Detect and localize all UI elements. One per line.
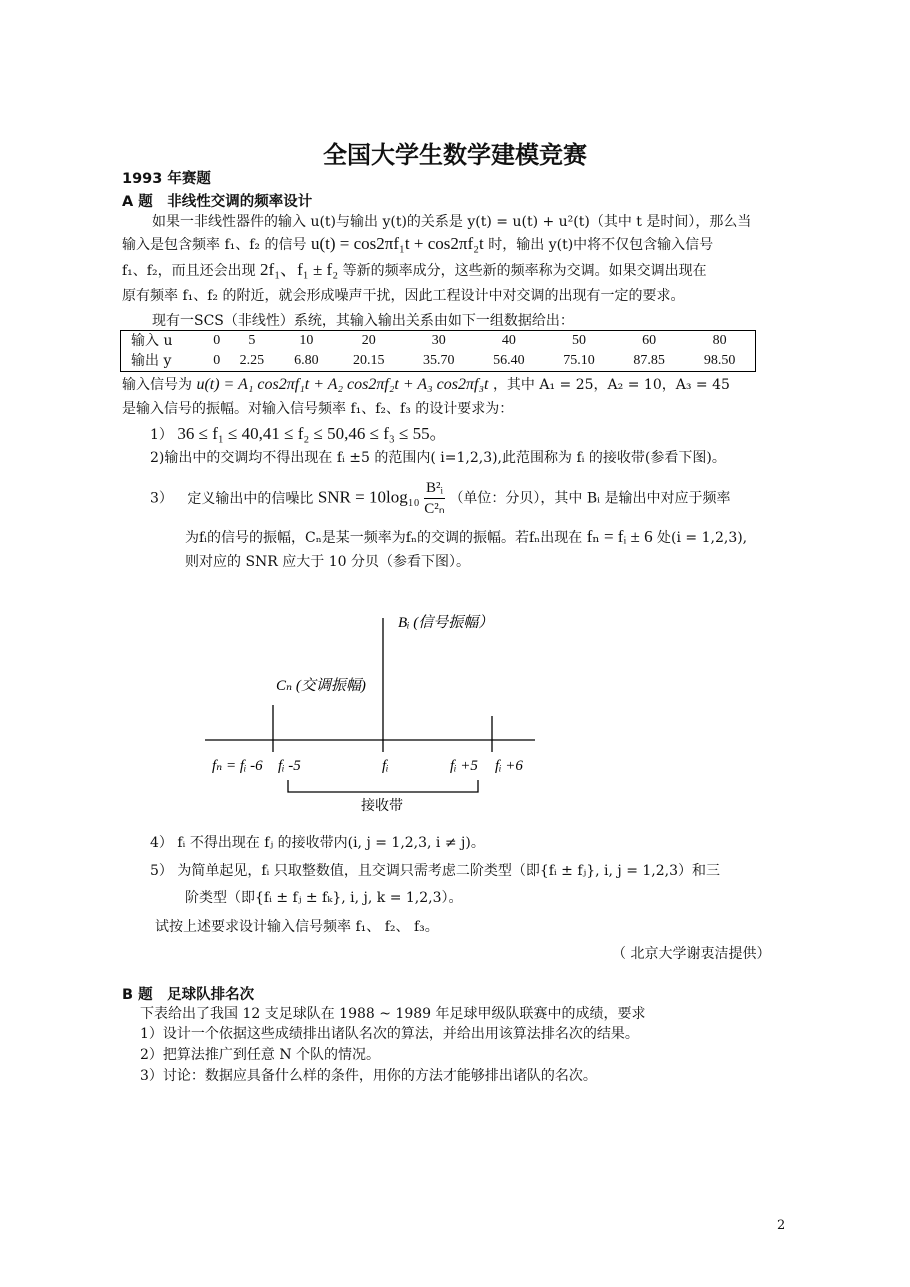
table-cell: 80 [712, 333, 727, 348]
x-label-fi-minus5: fᵢ -5 [278, 758, 301, 774]
table-cell: 75.10 [563, 353, 595, 368]
requirement-4: 4） fᵢ 不得出现在 fⱼ 的接收带内(i, j = 1,2,3, i ≠ j)。 [150, 835, 485, 851]
requirement-3-line2: 为fᵢ的信号的振幅，Cₙ是某一频率为fₙ的交调的振幅。若fₙ出现在 fₙ = fᵢ ± 6 处(i = 1,2,3), [185, 527, 748, 546]
table-cell: 20.15 [352, 353, 385, 368]
x-label-fi: fᵢ [382, 758, 389, 774]
x-label-fn: fₙ = fᵢ -6 [212, 758, 263, 774]
intermod-amplitude-label: Cₙ (交调振幅) [276, 678, 366, 694]
table-cell: 0 [213, 333, 221, 348]
requirement-1: 1） 36 ≤ f₁ ≤ 40,41 ≤ f₂ ≤ 50,46 ≤ f₃ ≤ 55。 [150, 424, 447, 443]
problem-b-item-1: 1）设计一个依据这些成绩排出诸队名次的算法，并给出用该算法排名次的结果。 [140, 1026, 639, 1042]
table-cell: 87.85 [633, 353, 665, 368]
requirement-5-line2: 阶类型（即{fᵢ ± fⱼ ± fₖ}, i, j, k = 1,2,3）。 [185, 890, 463, 906]
receive-band-label: 接收带 [361, 799, 403, 814]
para2: 现有一SCS（非线性）系统，其输入输出关系由如下一组数据给出： [152, 313, 574, 329]
para1-line3: f₁、f₂，而且还会出现 2f₁、f₁ ± f₂ 等新的频率成分，这些新的频率称为交调。如果交调出现在 [122, 260, 707, 279]
problem-b-intro: 下表给出了我国 12 支足球队在 1988 ~ 1989 年足球甲级队联赛中的成绩，要求 [140, 1006, 646, 1022]
table-cell: 5 [248, 333, 256, 348]
problem-b-item-2: 2）把算法推广到任意 N 个队的情况。 [140, 1047, 381, 1063]
signal-line1: 输入信号为 u(t) = A₁ cos2πf₁t + A₂ cos2πf₂t + A₃ cos2πf₃t ，其中 A₁ = 25，A₂ = 10，A₃ = 45 [122, 376, 730, 393]
para1-line2: 输入是包含频率 f₁、f₂ 的信号 u(t) = cos2πf₁t + cos2πf₂t 时，输出 y(t)中将不仅包含输入信号 [122, 234, 714, 253]
page-number: 2 [777, 1218, 786, 1233]
signal-equation: u(t) = A₁ cos2πf₁t + A₂ cos2πf₂t + A₃ cos2πf₃t [196, 376, 489, 393]
signal-line2: 是输入信号的振幅。对输入信号频率 f₁、f₂、f₃ 的设计要求为： [122, 401, 514, 417]
intermod-terms: 2f₁、f₁ ± f₂ [260, 260, 339, 279]
table-cell: 98.50 [703, 353, 736, 368]
table-cell: 35.70 [423, 353, 455, 368]
table-cell: 0 [213, 353, 221, 368]
table-cell: 10 [299, 333, 314, 348]
requirement-3-line3: 则对应的 SNR 应大于 10 分贝（参看下图）。 [185, 554, 470, 570]
snr-fraction: $\frac{\text{B²ᵢ}}{\text{C²ₙ}}$ [424, 480, 445, 517]
problem-b-heading: B 题 足球队排名次 [122, 987, 255, 1003]
para1-line4: 原有频率 f₁、f₂ 的附近，就会形成噪声干扰，因此工程设计中对交调的出现有一定的要求。 [122, 288, 685, 304]
requirement-3: 3） 定义输出中的信噪比 SNR = 10log₁₀ $\frac{\text{B²ᵢ}}{\text{C²ₙ}}$ （单位：分贝），其中 Bᵢ 是输出中对应于频率 [150, 480, 731, 517]
input-label: 输入 u [131, 333, 173, 349]
table-cell: 40 [501, 333, 516, 348]
table-cell: 6.80 [294, 353, 319, 368]
page-title: 全国大学生数学建模竞赛 [323, 141, 587, 169]
table-cell: 50 [572, 333, 587, 348]
problem-b-item-3: 3）讨论：数据应具备什么样的条件，用你的方法才能够排出诸队的名次。 [140, 1068, 597, 1084]
input-signal-equation: u(t) = cos2πf₁t + cos2πf₂t [310, 234, 484, 253]
problem-a-heading: A 题 非线性交调的频率设计 [122, 194, 313, 210]
table-cell: 2.25 [239, 353, 265, 368]
table-cell: 30 [431, 333, 446, 348]
para1-line1: 如果一非线性器件的输入 u(t)与输出 y(t)的关系是 y(t) = u(t) + u²(t)（其中 t 是时间），那么当 [152, 214, 752, 230]
x-label-fi-plus5: fᵢ +5 [450, 758, 478, 774]
signal-amplitude-label: Bᵢ (信号振幅） [398, 615, 494, 631]
year-heading: 1993 年赛题 [122, 171, 211, 187]
task-statement: 试按上述要求设计输入信号频率 f₁、 f₂、 f₃。 [155, 919, 439, 935]
table-cell: 56.40 [493, 353, 525, 368]
x-label-fi-plus6: fᵢ +6 [495, 758, 523, 774]
requirement-5: 5） 为简单起见，fᵢ 只取整数值，且交调只需考虑二阶类型（即{fᵢ ± fⱼ}, i, j = 1,2,3）和三 [150, 863, 721, 879]
table-cell: 20 [361, 333, 376, 348]
table-cell: 60 [642, 333, 657, 348]
output-label: 输出 y [131, 353, 172, 369]
credit-line: （ 北京大学谢衷洁提供） [612, 946, 771, 962]
requirement-2: 2)输出中的交调均不得出现在 fᵢ ±5 的范围内( i=1,2,3),此范围称为 fᵢ 的接收带(参看下图)。 [150, 450, 726, 466]
